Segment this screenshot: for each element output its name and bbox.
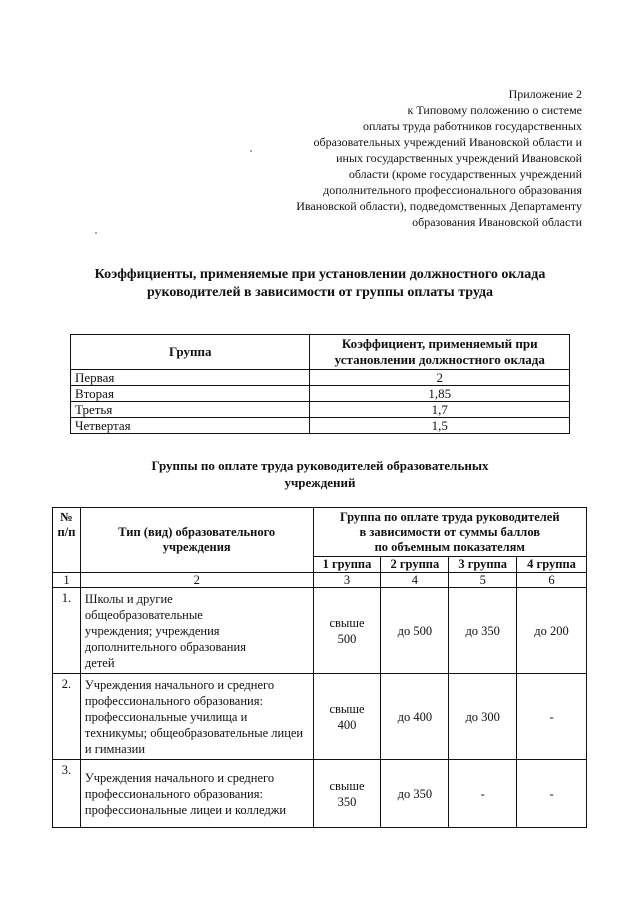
coef-cell: 1,85 (310, 386, 570, 402)
coef-cell: 2 (310, 370, 570, 386)
appendix-header (242, 86, 582, 230)
coef-cell: 1,5 (310, 418, 570, 434)
table-row (71, 370, 570, 386)
scan-speck (250, 150, 252, 152)
row-group-1: свыше 400 (313, 674, 381, 760)
header-group-4: 4 группа (517, 557, 587, 573)
table-row (53, 588, 587, 674)
group-cell: Первая (71, 370, 310, 386)
coefficients-table (70, 334, 570, 434)
appendix-line: образования Ивановской области (412, 215, 582, 229)
header-group-2: 2 группа (381, 557, 449, 573)
groups-title-line: Группы по оплате труда руководителей образовательных (151, 458, 489, 473)
table-row (71, 386, 570, 402)
index-cell: 5 (449, 573, 517, 588)
header-group: Группа (71, 335, 310, 370)
header-group-3: 3 группа (449, 557, 517, 573)
header-num: № п/п (53, 508, 81, 573)
table-row (71, 402, 570, 418)
header-group-1: 1 группа (313, 557, 381, 573)
appendix-line: Приложение 2 (508, 87, 582, 101)
table-row (53, 674, 587, 760)
appendix-line: области (кроме государственных учреждений (348, 167, 582, 181)
header-group-line: в зависимости от суммы баллов (359, 524, 541, 539)
groups-title (90, 457, 550, 491)
index-cell: 2 (80, 573, 313, 588)
table-header-row (53, 508, 587, 557)
row-group-4: - (517, 674, 587, 760)
scan-speck (95, 232, 97, 234)
header-type: Тип (вид) образовательного учреждения (80, 508, 313, 573)
appendix-line: образовательных учреждений Ивановской области и (313, 135, 582, 149)
row-group-2: до 400 (381, 674, 449, 760)
table-index-row (53, 573, 587, 588)
row-group-4: до 200 (517, 588, 587, 674)
table-header-row (71, 335, 570, 370)
group-cell: Вторая (71, 386, 310, 402)
appendix-line: к Типовому положению о системе (407, 103, 582, 117)
groups-table (52, 507, 587, 828)
header-group-line: Группа по оплате труда руководителей (339, 509, 560, 524)
groups-title-line: учреждений (284, 475, 356, 490)
index-cell: 1 (53, 573, 81, 588)
row-group-2: до 500 (381, 588, 449, 674)
index-cell: 3 (313, 573, 381, 588)
coef-cell: 1,7 (310, 402, 570, 418)
header-group (313, 508, 586, 557)
coefficients-title-line: руководителей в зависимости от группы оплаты труда (146, 285, 494, 300)
coefficients-title-line: Коэффициенты, применяемые при установлении должностного оклада (94, 267, 546, 282)
row-type: Учреждения начального и среднего профессионального образования: профессиональные училища и техникумы; общеобразовательные лицеи и гимназии (80, 674, 313, 760)
table-row (53, 760, 587, 828)
appendix-line: Ивановской области), подведомственных Департаменту (296, 199, 582, 213)
appendix-line: дополнительного профессионального образования (323, 183, 582, 197)
table-row (71, 418, 570, 434)
appendix-line: иных государственных учреждений Ивановской (336, 151, 582, 165)
index-cell: 4 (381, 573, 449, 588)
index-cell: 6 (517, 573, 587, 588)
row-num: 3. (53, 760, 81, 828)
row-group-1: свыше 350 (313, 760, 381, 828)
row-num: 2. (53, 674, 81, 760)
row-type: Школы и другие общеобразовательные учреждения; учреждения дополнительного образования детей (80, 588, 313, 674)
row-group-4: - (517, 760, 587, 828)
group-cell: Третья (71, 402, 310, 418)
row-type: Учреждения начального и среднего профессионального образования: профессиональные лицеи и колледжи (80, 760, 313, 828)
group-cell: Четвертая (71, 418, 310, 434)
row-group-3: - (449, 760, 517, 828)
row-group-3: до 300 (449, 674, 517, 760)
row-group-2: до 350 (381, 760, 449, 828)
header-coefficient: Коэффициент, применяемый при установлении должностного оклада (310, 335, 570, 370)
row-num: 1. (53, 588, 81, 674)
header-group-line: по объемным показателям (374, 539, 525, 554)
appendix-line: оплаты труда работников государственных (362, 119, 582, 133)
coefficients-title (40, 266, 600, 302)
row-group-1: свыше 500 (313, 588, 381, 674)
row-group-3: до 350 (449, 588, 517, 674)
